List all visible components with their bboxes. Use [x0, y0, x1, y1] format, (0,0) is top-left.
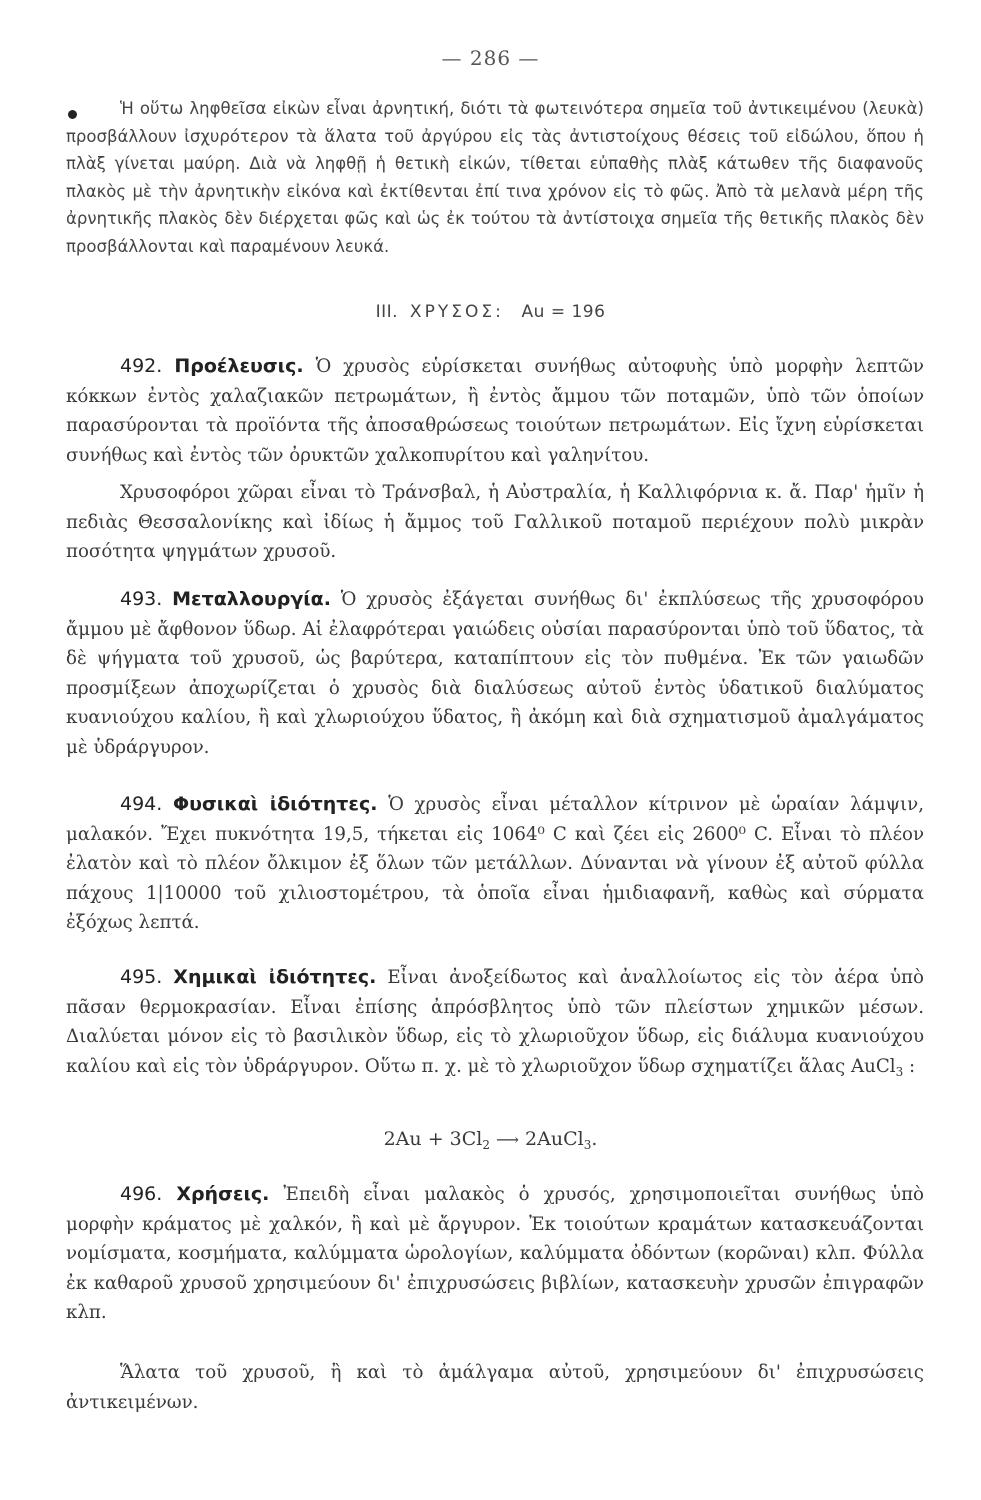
paragraph-number: 494. — [120, 793, 163, 815]
paragraph-495: 495. Χημικαὶ ἰδιότητες. Εἶναι ἀνοξείδωτος καὶ ἀναλλοίωτος εἰς τὸν ἀέρα ὑπὸ πᾶσαν θερμοκρασίαν. Εἶναι ἐπίσης ἀπρόσβλητος ὑπὸ τῶν πλείστων χημικῶν μέσων. Διαλύεται μόνον εἰς τὸ βασιλικὸν ὕδωρ, εἰς τὸ χλωριοῦχον ὕδωρ, εἰς διάλυμα κυανιούχου καλίου καὶ εἰς τὸν ὑδράργυρον. Οὕτω π. χ. μὲ τὸ χλωριοῦχον ὕδωρ σχηματίζει ἅλας AuCl$_3$ : — [66, 966, 924, 1079]
paragraph-number: 493. — [120, 588, 163, 610]
arrow-icon: ⟶ — [496, 1130, 519, 1149]
paragraph-492 — [66, 352, 924, 470]
paragraph-496 — [66, 1180, 924, 1328]
paragraph-text: Ὁ χρυσὸς εἶναι μέταλλον κίτρινον μὲ ὡραίαν λάμψιν, μαλακόν. Ἔχει πυκνότητα 19,5, τήκεται εἰς 1064⁰ C καὶ ζέει εἰς 2600⁰ C. Εἶναι τὸ πλέον ἐλατὸν καὶ τὸ πλέον ὄλκιμον ἐξ ὅλων τῶν μετάλλων. Δύνανται νὰ γίνουν ἐξ αὐτοῦ φύλλα πάχους 1|10000 τοῦ χιλιοστομέτρου, τὰ ὁποῖα εἶναι ἡμιδιαφανῆ, καθὼς καὶ σύρματα ἐξόχως λεπτά. — [66, 794, 924, 933]
paragraph-heading: Χρήσεις. — [176, 1183, 270, 1205]
section-label: ΧΡΥΣΟΣ: — [409, 302, 504, 322]
paragraph-text: Ἐπειδὴ εἶναι μαλακὸς ὁ χρυσός, χρησιμοποιεῖται συνήθως ὑπὸ μορφὴν κράματος μὲ χαλκόν, ἢ καὶ μὲ ἄργυρον. Ἐκ τοιούτων κραμάτων κατασκευάζονται νομίσματα, κοσμήματα, καλύμματα ὡρολογίων, καλύμματα ὀδόντων (κορῶναι) κλπ. Φύλλα ἐκ καθαροῦ χρυσοῦ χρησιμεύουν δι' ἐπιχρυσώσεις βιβλίων, κατασκευὴν χρυσῶν ἐπιγραφῶν κλπ. — [66, 1184, 924, 1323]
paragraph-492-cont: Χρυσοφόροι χῶραι εἶναι τὸ Τράνσβαλ, ἡ Αὐστραλία, ἡ Καλλιφόρνια κ. ἄ. Παρ' ἡμῖν ἡ πεδιὰς Θεσσαλονίκης καὶ ἰδίως ἡ ἄμμος τοῦ Γαλλικοῦ ποταμοῦ περιέχουν πολὺ μικρὰν ποσότητα ψηγμάτων χρυσοῦ. — [66, 482, 924, 562]
paragraph-494 — [66, 790, 924, 938]
intro-paragraph: Ἡ οὕτω ληφθεῖσα εἰκὼν εἶναι ἀρνητική, διότι τὰ φωτεινότερα σημεῖα τοῦ ἀντικειμένου (λευκὰ) προσβάλλουν ἰσχυρότερον τὰ ἅλατα τοῦ ἀργύρου εἰς τὰς ἀντιστοίχους θέσεις τοῦ εἰδώλου, ὅπου ἡ πλὰξ γίνεται μαύρη. Διὰ νὰ ληφθῇ ἡ θετικὴ εἰκών, τίθεται εὐπαθὴς πλὰξ κάτωθεν τῆς διαφανοῦς πλακὸς μὲ τὴν ἀρνητικὴν εἰκόνα καὶ ἐκτίθενται ἐπί τινα χρόνον εἰς τὸ φῶς. Ἀπὸ τὰ μελανὰ μέρη τῆς ἀρνητικῆς πλακὸς δὲν διέρχεται φῶς καὶ ὡς ἐκ τούτου τὰ ἀντίστοιχα σημεῖα τῆς θετικῆς πλακὸς δὲν προσβάλλονται καὶ παραμένουν λευκά. — [66, 99, 924, 256]
section-formula: Au = 196 — [521, 302, 606, 322]
paragraph-text: Ὁ χρυσὸς εὑρίσκεται συνήθως αὐτοφυὴς ὑπὸ μορφὴν λεπτῶν κόκκων ἐντὸς χαλαζιακῶν πετρωμάτων, ἢ ἐντὸς ἄμμου τῶν ποταμῶν, ὑπὸ τῶν ὁποίων παρασύρονται τὰ προϊόντα τῆς ἀποσαθρώσεως τοιούτων πετρωμάτων. Εἰς ἴχνη εὑρίσκεται συνήθως καὶ ἐντὸς τῶν ὀρυκτῶν χαλκοπυρίτου καὶ γαληνίτου. — [66, 356, 924, 466]
paragraph-number: 496. — [120, 1183, 163, 1205]
paragraph-496-cont: Ἅλατα τοῦ χρυσοῦ, ἢ καὶ τὸ ἀμάλγαμα αὐτοῦ, χρησιμεύουν δι' ἐπιχρυσώσεις ἀντικειμένων. — [66, 1362, 924, 1413]
paragraph-heading: Φυσικαὶ ἰδιότητες. — [173, 793, 378, 815]
paragraph-number: 495. — [120, 966, 163, 988]
section-heading — [0, 302, 981, 322]
paragraph-text: Εἶναι ἀνοξείδωτος καὶ ἀναλλοίωτος εἰς τὸν ἀέρα ὑπὸ πᾶσαν θερμοκρασίαν. Εἶναι ἐπίσης ἀπρόσβλητος ὑπὸ τῶν πλείστων χημικῶν μέσων. Διαλύεται μόνον εἰς τὸ βασιλικὸν ὕδωρ, εἰς τὸ χλωριοῦχον ὕδωρ, εἰς διάλυμα κυανιούχου καλίου καὶ εἰς τὸν ὑδράργυρον. Οὕτω π. χ. μὲ τὸ χλωριοῦχον ὕδωρ σχηματίζει ἅλας — [66, 967, 924, 1077]
paragraph-heading: Προέλευσις. — [174, 355, 304, 377]
paragraph-number: 492. — [120, 355, 163, 377]
section-number: III. — [375, 302, 399, 322]
formula-aucl3: AuCl$_3$ — [851, 1055, 904, 1079]
paragraph-text: Ὁ χρυσὸς ἐξάγεται συνήθως δι' ἐκπλύσεως τῆς χρυσοφόρου ἄμμου μὲ ἄφθονον ὕδωρ. Αἱ ἐλαφρότεραι γαιώδεις οὐσίαι παρασύρονται ὑπὸ τοῦ ὕδατος, τὰ δὲ ψήγματα τοῦ χρυσοῦ, ὡς βαρύτερα, καταπίπτουν εἰς τὸν πυθμένα. Ἐκ τῶν γαιωδῶν προσμίξεων ἀποχωρίζεται ὁ χρυσὸς διὰ διαλύσεως αὐτοῦ ἐντὸς ὑδατικοῦ διαλύματος κυανιούχου καλίου, ἢ καὶ χλωριούχου ὕδατος, ἢ ἀκόμη καὶ διὰ σχηματισμοῦ ἀμαλγάματος μὲ ὑδράργυρον. — [66, 589, 924, 758]
paragraph-493 — [66, 585, 924, 762]
page-number: — 286 — — [441, 46, 540, 70]
paragraph-heading: Μεταλλουργία. — [172, 588, 331, 610]
paragraph-heading: Χημικαὶ ἰδιότητες. — [173, 966, 377, 988]
chemical-equation: $2Au + 3Cl_2$ ⟶ 2AuCl$_3$. — [383, 1128, 598, 1152]
